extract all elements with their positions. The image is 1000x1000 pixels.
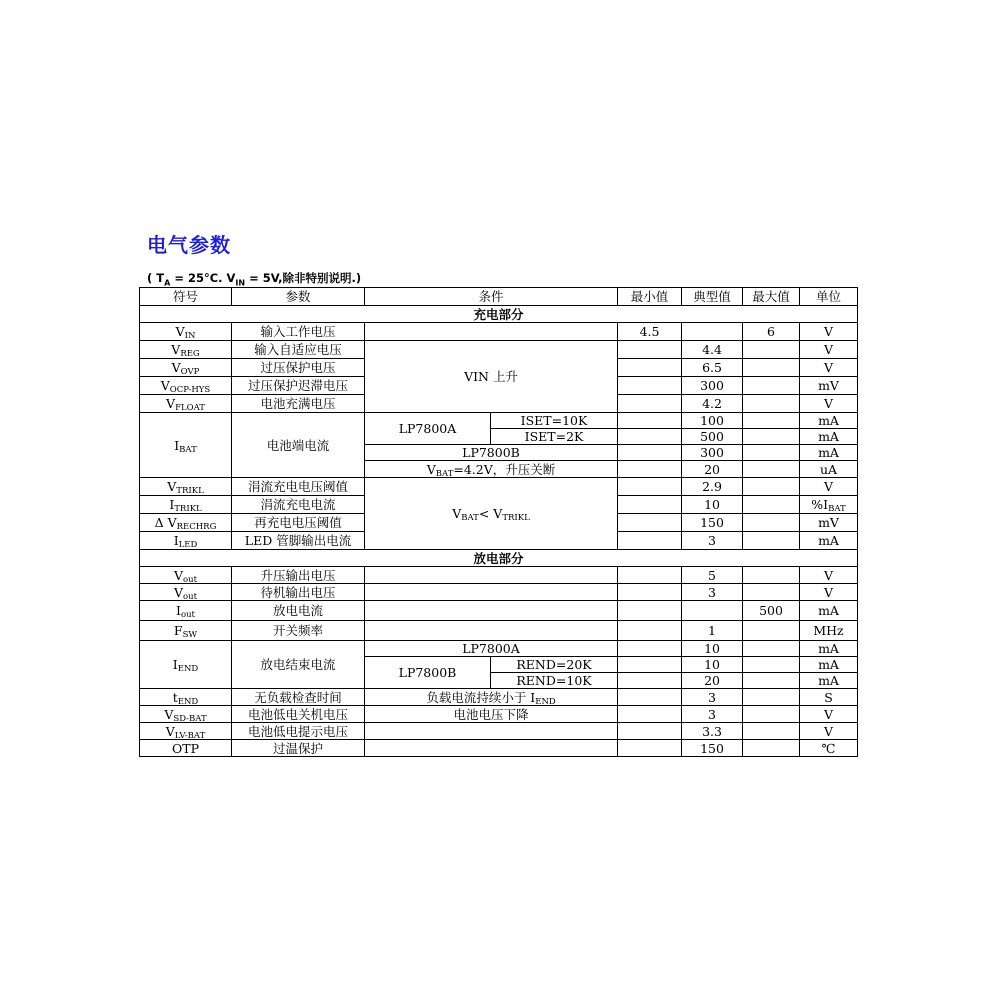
typ-cell	[682, 601, 743, 621]
symbol-cell: $I_{out}$	[140, 601, 232, 621]
table-row	[140, 601, 858, 621]
typ-cell: 100	[682, 413, 743, 429]
max-cell	[743, 673, 800, 689]
unit-cell: V	[800, 567, 858, 584]
unit-cell: mV	[800, 377, 858, 395]
symbol-cell: $V_{OCP-HYS}$	[140, 377, 232, 395]
typ-cell: 4.4	[682, 341, 743, 359]
param-cell: 输入自适应电压	[232, 341, 365, 359]
unit-cell: V	[800, 359, 858, 377]
max-cell	[743, 461, 800, 478]
condition-cell	[365, 740, 618, 757]
min-cell	[618, 359, 682, 377]
typ-cell: 3	[682, 584, 743, 601]
condition-cell: LP7800A	[365, 641, 618, 657]
typ-cell: 10	[682, 641, 743, 657]
condition-cell	[365, 601, 618, 621]
unit-cell: mA	[800, 429, 858, 445]
symbol-cell: $I_{LED}$	[140, 532, 232, 550]
typ-cell: 150	[682, 514, 743, 532]
condition-cell	[365, 584, 618, 601]
unit-cell: uA	[800, 461, 858, 478]
table-row	[140, 323, 858, 341]
symbol-cell: $I_{END}$	[140, 641, 232, 689]
min-cell	[618, 584, 682, 601]
table-row	[140, 621, 858, 641]
typ-cell: 10	[682, 496, 743, 514]
symbol-cell: $I_{BAT}$	[140, 413, 232, 478]
param-cell: 放电电流	[232, 601, 365, 621]
param-cell: 电池充满电压	[232, 395, 365, 413]
typ-cell: 20	[682, 673, 743, 689]
unit-cell: mV	[800, 514, 858, 532]
table-row	[140, 341, 858, 359]
part-cell: LP7800B	[365, 657, 491, 689]
header-row	[140, 288, 858, 306]
symbol-cell: Δ $V_{RECHRG}$	[140, 514, 232, 532]
table-row	[140, 567, 858, 584]
section-row	[140, 550, 858, 567]
section-discharge: 放电部分	[140, 550, 858, 567]
symbol-cell: $V_{out}$	[140, 567, 232, 584]
typ-cell: 300	[682, 445, 743, 461]
min-cell	[618, 429, 682, 445]
condition-cell: 电池电压下降	[365, 706, 618, 723]
param-cell: 涓流充电电压阈值	[232, 478, 365, 496]
max-cell	[743, 395, 800, 413]
param-cell: 电池低电关机电压	[232, 706, 365, 723]
table-row	[140, 478, 858, 496]
unit-cell: V	[800, 478, 858, 496]
max-cell	[743, 359, 800, 377]
unit-cell: V	[800, 323, 858, 341]
max-cell	[743, 445, 800, 461]
min-cell	[618, 723, 682, 740]
min-cell	[618, 341, 682, 359]
condition-cell: 负载电流持续小于 $I_{END}$	[365, 689, 618, 706]
min-cell	[618, 413, 682, 429]
param-cell: 输入工作电压	[232, 323, 365, 341]
unit-cell: V	[800, 706, 858, 723]
symbol-cell: $V_{LV-BAT}$	[140, 723, 232, 740]
header-condition: 条件	[365, 288, 618, 306]
symbol-cell: $V_{TRIKL}$	[140, 478, 232, 496]
condition-cell: ISET=10K	[491, 413, 618, 429]
param-cell: 涓流充电电流	[232, 496, 365, 514]
max-cell	[743, 584, 800, 601]
param-cell: 电池端电流	[232, 413, 365, 478]
symbol-cell: $V_{REG}$	[140, 341, 232, 359]
max-cell	[743, 706, 800, 723]
max-cell	[743, 514, 800, 532]
max-cell	[743, 429, 800, 445]
symbol-cell: $V_{IN}$	[140, 323, 232, 341]
condition-cell: ISET=2K	[491, 429, 618, 445]
condition-cell	[365, 567, 618, 584]
typ-cell: 150	[682, 740, 743, 757]
min-cell	[618, 567, 682, 584]
unit-cell: V	[800, 341, 858, 359]
condition-cell	[365, 621, 618, 641]
unit-cell: V	[800, 723, 858, 740]
header-symbol: 符号	[140, 288, 232, 306]
test-conditions: ( $T_A = 25^\circ C$. $V_{IN} = 5V$,除非特别说明.)	[147, 271, 362, 288]
min-cell	[618, 740, 682, 757]
header-min: 最小值	[618, 288, 682, 306]
min-cell	[618, 496, 682, 514]
condition-cell: $V_{BAT}< V_{TRIKL}$	[365, 478, 618, 550]
symbol-cell: $V_{FLOAT}$	[140, 395, 232, 413]
unit-cell: mA	[800, 532, 858, 550]
min-cell	[618, 377, 682, 395]
unit-cell: mA	[800, 673, 858, 689]
max-cell	[743, 657, 800, 673]
typ-cell: 300	[682, 377, 743, 395]
param-cell: 电池低电提示电压	[232, 723, 365, 740]
min-cell	[618, 657, 682, 673]
min-cell	[618, 395, 682, 413]
typ-cell: 5	[682, 567, 743, 584]
max-cell	[743, 621, 800, 641]
min-cell	[618, 532, 682, 550]
symbol-cell: OTP	[140, 740, 232, 757]
section-row	[140, 306, 858, 323]
max-cell	[743, 413, 800, 429]
max-cell	[743, 496, 800, 514]
min-cell	[618, 689, 682, 706]
symbol-cell: $I_{TRIKL}$	[140, 496, 232, 514]
part-cell: LP7800A	[365, 413, 491, 445]
param-cell: 待机输出电压	[232, 584, 365, 601]
unit-cell: ℃	[800, 740, 858, 757]
header-param: 参数	[232, 288, 365, 306]
min-cell: 4.5	[618, 323, 682, 341]
max-cell: 6	[743, 323, 800, 341]
condition-cell	[365, 723, 618, 740]
condition-cell: $V_{BAT}=4.2V$，升压关断	[365, 461, 618, 478]
symbol-cell: $V_{OVP}$	[140, 359, 232, 377]
min-cell	[618, 601, 682, 621]
typ-cell: 20	[682, 461, 743, 478]
max-cell	[743, 532, 800, 550]
table-row	[140, 706, 858, 723]
unit-cell: S	[800, 689, 858, 706]
param-cell: 过压保护电压	[232, 359, 365, 377]
typ-cell: 3	[682, 689, 743, 706]
typ-cell	[682, 323, 743, 341]
param-cell: 放电结束电流	[232, 641, 365, 689]
param-cell: 无负载检查时间	[232, 689, 365, 706]
param-cell: 升压输出电压	[232, 567, 365, 584]
condition-cell: REND=20K	[491, 657, 618, 673]
max-cell	[743, 689, 800, 706]
unit-cell: MHz	[800, 621, 858, 641]
max-cell	[743, 377, 800, 395]
typ-cell: 10	[682, 657, 743, 673]
electrical-parameters-table	[139, 287, 858, 757]
param-cell: 过压保护迟滞电压	[232, 377, 365, 395]
typ-cell: 500	[682, 429, 743, 445]
typ-cell: 4.2	[682, 395, 743, 413]
section-charge: 充电部分	[140, 306, 858, 323]
condition-cell	[365, 323, 618, 341]
symbol-cell: $t_{END}$	[140, 689, 232, 706]
max-cell	[743, 740, 800, 757]
min-cell	[618, 514, 682, 532]
unit-cell: V	[800, 395, 858, 413]
table-row	[140, 641, 858, 657]
unit-cell: mA	[800, 601, 858, 621]
condition-cell: VIN 上升	[365, 341, 618, 413]
header-typ: 典型值	[682, 288, 743, 306]
table-row	[140, 584, 858, 601]
typ-cell: 3	[682, 706, 743, 723]
min-cell	[618, 673, 682, 689]
unit-cell: mA	[800, 657, 858, 673]
typ-cell: 2.9	[682, 478, 743, 496]
unit-cell: $\%I_{BAT}$	[800, 496, 858, 514]
typ-cell: 3.3	[682, 723, 743, 740]
table-row	[140, 740, 858, 757]
condition-cell: LP7800B	[365, 445, 618, 461]
symbol-cell: $V_{out}$	[140, 584, 232, 601]
header-max: 最大值	[743, 288, 800, 306]
min-cell	[618, 461, 682, 478]
max-cell	[743, 567, 800, 584]
min-cell	[618, 641, 682, 657]
unit-cell: V	[800, 584, 858, 601]
max-cell	[743, 641, 800, 657]
max-cell: 500	[743, 601, 800, 621]
min-cell	[618, 621, 682, 641]
typ-cell: 1	[682, 621, 743, 641]
table-row	[140, 689, 858, 706]
symbol-cell: $F_{SW}$	[140, 621, 232, 641]
header-unit: 单位	[800, 288, 858, 306]
typ-cell: 6.5	[682, 359, 743, 377]
max-cell	[743, 341, 800, 359]
unit-cell: mA	[800, 445, 858, 461]
page-title: 电气参数	[147, 233, 231, 257]
param-cell: LED 管脚输出电流	[232, 532, 365, 550]
condition-cell: REND=10K	[491, 673, 618, 689]
max-cell	[743, 478, 800, 496]
min-cell	[618, 445, 682, 461]
unit-cell: mA	[800, 641, 858, 657]
param-cell: 开关频率	[232, 621, 365, 641]
table-row	[140, 723, 858, 740]
symbol-cell: $V_{SD-BAT}$	[140, 706, 232, 723]
typ-cell: 3	[682, 532, 743, 550]
table-row	[140, 413, 858, 429]
min-cell	[618, 478, 682, 496]
max-cell	[743, 723, 800, 740]
unit-cell: mA	[800, 413, 858, 429]
min-cell	[618, 706, 682, 723]
param-cell: 再充电电压阈值	[232, 514, 365, 532]
param-cell: 过温保护	[232, 740, 365, 757]
